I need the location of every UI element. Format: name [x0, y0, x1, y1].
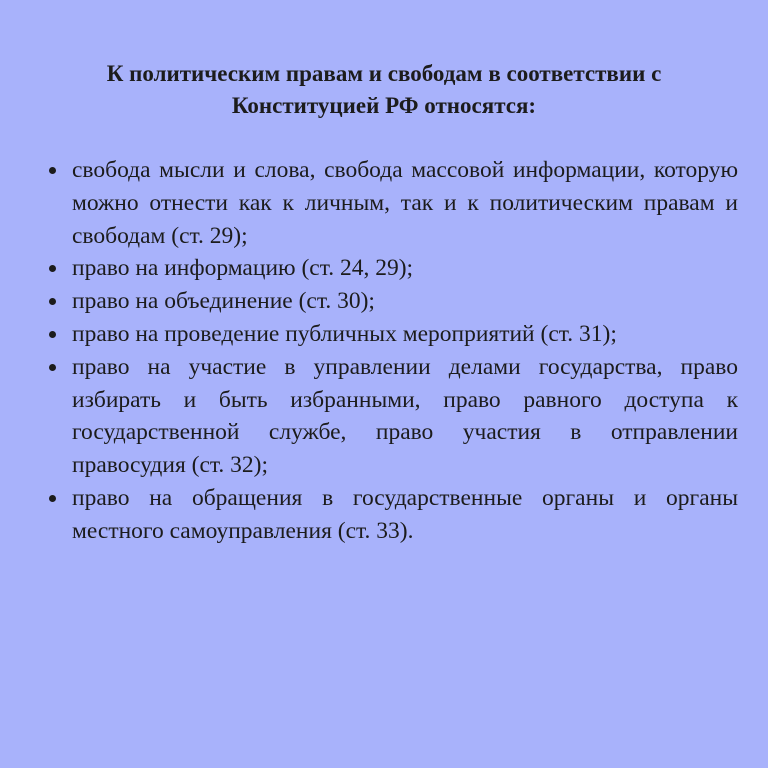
- list-item: [72, 318, 738, 351]
- list-item-text: право на обращения в государственные органы и органы местного самоуправления (ст. 33).: [72, 484, 738, 544]
- list-item-text: право на объединение (ст. 30);: [72, 288, 375, 315]
- list-item-text: право на проведение публичных мероприятий (ст. 31);: [72, 320, 617, 347]
- bullet-icon: [49, 331, 56, 338]
- list-item-text: свобода мысли и слова, свобода массовой информации, которую можно отнести как к личным, так и к политическим правам и свободам (ст. 29);: [72, 157, 738, 249]
- bullet-icon: [49, 298, 56, 305]
- bullet-icon: [49, 364, 56, 371]
- list-item: [72, 154, 738, 252]
- list-item: [72, 252, 738, 285]
- list-item: [72, 285, 738, 318]
- rights-list: [72, 154, 738, 548]
- list-item: [72, 351, 738, 482]
- bullet-icon: [49, 167, 56, 174]
- list-item-text: право на участие в управлении делами государства, право избирать и быть избранными, право равного доступа к государственной службе, право участия в отправлении правосудия (ст. 32);: [72, 353, 738, 479]
- list-item: [72, 482, 738, 548]
- page-title-line-1: К политическим правам и свободам в соответствии с: [106, 61, 662, 86]
- page-title-line-2: Конституцией РФ относятся:: [231, 93, 537, 118]
- bullet-icon: [49, 495, 56, 502]
- list-item-text: право на информацию (ст. 24, 29);: [72, 255, 414, 282]
- bullet-icon: [49, 265, 56, 272]
- page-title: [40, 58, 728, 122]
